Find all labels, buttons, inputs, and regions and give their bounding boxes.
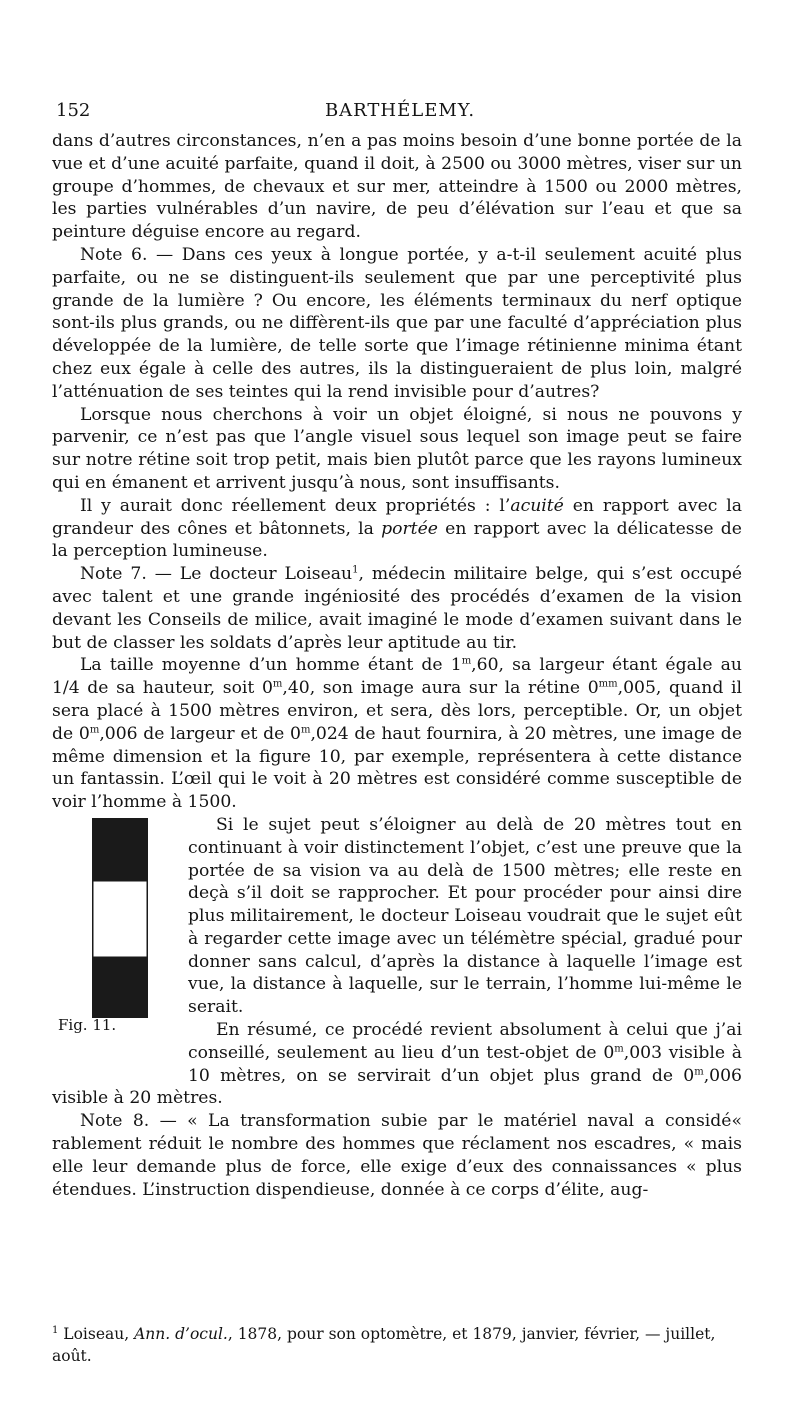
page-header [52, 100, 748, 126]
text: Loiseau, [58, 1325, 135, 1343]
text: ,003 visible à 10 mètres, on se servirait d’un objet plus grand de 0 [188, 1042, 743, 1086]
paragraph-note-6: Note 6. — Dans ces yeux à longue portée, y a-t-il seulement acuité plus parfaite, ou ne se distinguent-ils seulement que par une perceptivité plus grande de la lumière ? Ou encore, les éléments terminaux du nerf optique sont-ils plus grands, ou ne diffèrent-ils que par une faculté d’appréciation plus développée de la lumière, de telle sorte que l’image rétinienne minima étant chez eux égale à celle des autres, ils la distingueraient de plus loin, malgré l’atténuation de ses teintes qui la rend invisible pour d’autres? [52, 244, 742, 402]
page-number: 152 [56, 100, 91, 121]
figure-11-test-object [92, 818, 148, 1018]
text: ,40, son image aura sur la rétine 0 [282, 678, 599, 699]
unit-sup: m [614, 1043, 624, 1055]
unit-sup: m [300, 723, 311, 735]
paragraph-note-8: Note 8. — « La transformation subie par le matériel naval a considé« rablement réduit le nombre des hommes que réclament nos escadres, « mais elle leur demande plus de force, elle exige d’eux des connaissances « plus étendues. L’instruction dispendieuse, donnée à ce corps d’élite, aug- [52, 1111, 742, 1200]
text: ,006 de largeur et de 0 [99, 723, 301, 744]
footnote [52, 1323, 742, 1367]
text: en rapport avec la grandeur des cônes et bâtonnets, la [52, 495, 742, 539]
italic-term: portée [381, 518, 438, 539]
text: , médecin militaire belge, qui s’est occupé avec talent et une grande ingéniosité des procédés d’examen de la vision devant les Conseils de milice, avait imaginé le mode d’examen suivant dans le but de classer les soldats d’après leur aptitude au tir. [52, 564, 742, 653]
paragraph-note-7 [52, 563, 742, 654]
footnote-ref: 1 [352, 564, 359, 576]
text: ,005, quand il sera placé à 1500 mètres environ, et sera, dès lors, perceptible. Or, un objet de 0 [52, 678, 742, 744]
unit-sup: mm [598, 678, 618, 690]
running-title: BARTHÉLEMY. [324, 100, 476, 121]
paragraph-taille [52, 654, 742, 814]
journal-title: Ann. d’ocul. [134, 1325, 228, 1343]
fig-dark-top [92, 818, 148, 880]
paragraph-acuite [52, 495, 742, 563]
fig-dark-bottom [92, 958, 148, 1018]
text: La taille moyenne d’un homme étant de 1 [80, 655, 462, 676]
text: en rapport avec la délicatesse de la perception lumineuse. [52, 518, 742, 562]
text: ,024 de haut fournira, à 20 mètres, une image de même dimension et la figure 10, par exemple, représentera à cette distance un fantassin. L’œil qui le voit à 20 mètres est considéré comme susceptible de voir l’homme à 1500. [52, 723, 742, 813]
figure-11 [52, 818, 182, 1078]
text: Note 7. — Le docteur Loiseau [80, 564, 353, 585]
text: Il y aurait donc réellement deux propriétés : l’ [80, 495, 511, 516]
text: ,006 visible à 20 mètres. [52, 1065, 742, 1109]
unit-sup: m [694, 1065, 704, 1077]
figure-caption: Fig. 11. [58, 1015, 117, 1034]
body-text [52, 130, 742, 1201]
unit-sup: m [272, 678, 283, 690]
paragraph: dans d’autres circonstances, n’en a pas moins besoin d’une bonne portée de la vue et d’une acuité parfaite, quand il doit, à 2500 ou 3000 mètres, viser sur un groupe d’hommes, de chevaux et sur mer, atteindre à 1500 ou 2000 mètres, les parties vulnérables d’un navire, de peu d’élévation sur l’eau et que sa peinture déguise encore au regard. [52, 131, 742, 243]
paragraph: Lorsque nous cherchons à voir un objet éloigné, si nous ne pouvons y parvenir, ce n’est pas que l’angle visuel sous lequel son image peut se faire sur notre rétine soit trop petit, mais bien plutôt parce que les rayons lumineux qui en émanent et arrivent jusqu’à nous, sont insuffisants. [52, 404, 742, 493]
text: , 1878, pour son optomètre, et 1879, janvier, février, — juillet, août. [52, 1325, 716, 1365]
unit-sup: m [461, 655, 472, 667]
text: En résumé, ce procédé revient absolument à celui que j’ai conseillé, seulement au lieu d’un test-objet de 0 [188, 1020, 742, 1063]
paragraph-sujet: Si le sujet peut s’éloigner au delà de 20 mètres tout en continuant à voir distinctement l’objet, c’est une preuve que la portée de sa vision va au delà de 1500 mètres; elle reste en deçà s’il doit se rapprocher. Et pour procéder pour ainsi dire plus militairement, le docteur Loiseau voudrait que le sujet eût à regarder cette image avec un télémètre spécial, gradué pour donner sans calcul, d’après la distance à laquelle l’image est vue, la distance à laquelle, sur le terrain, l’homme lui-même le serait. [188, 814, 742, 1018]
italic-term: acuité [510, 495, 564, 516]
text: ,60, sa largeur étant égale au 1/4 de sa hauteur, soit 0 [52, 655, 742, 699]
unit-sup: m [89, 723, 100, 735]
footnote-mark: 1 [52, 1324, 59, 1336]
fig-light-middle [92, 880, 148, 958]
